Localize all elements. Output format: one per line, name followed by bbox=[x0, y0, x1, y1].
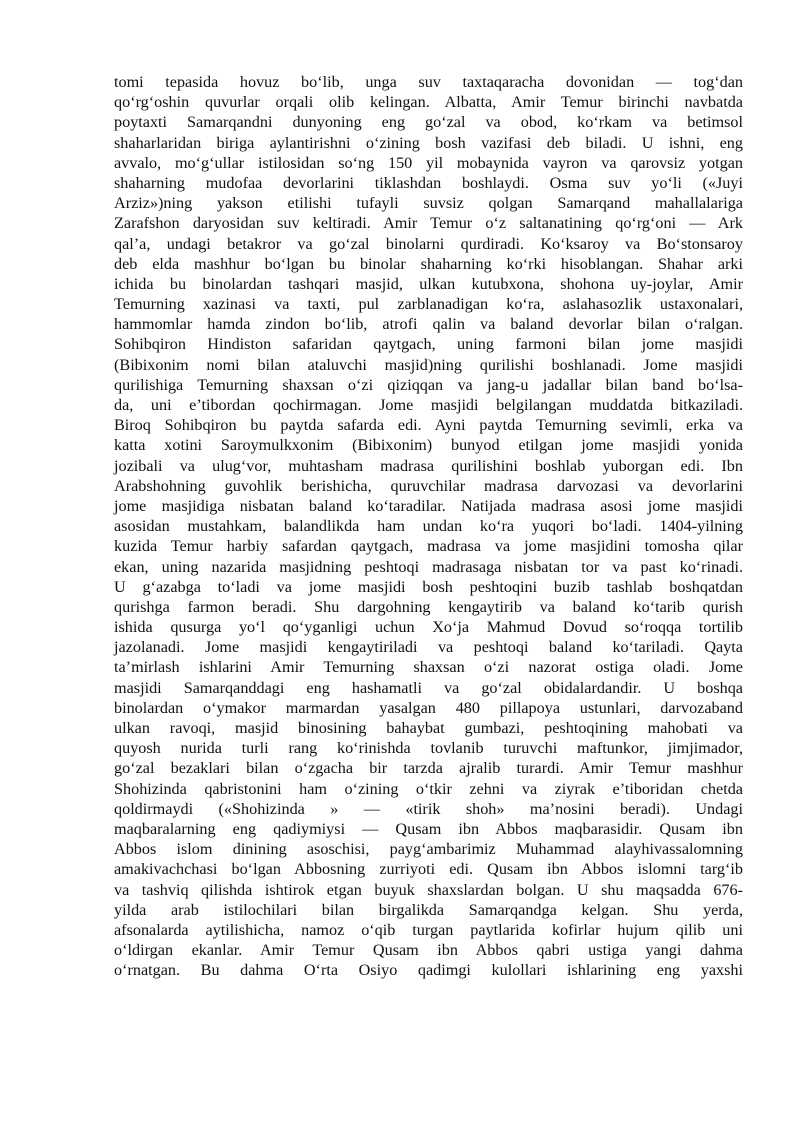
text-line: shaharning mudofaa devorlarini tiklashdan boshlaydi. Osma suv yo‘li («Juyi bbox=[114, 173, 743, 192]
text-line: avvalo, mo‘g‘ullar istilosidan so‘ng 150 yil mobaynida vayron va qarovsiz yotgan bbox=[114, 153, 743, 172]
text-line: poytaxti Samarqandni dunyoning eng go‘zal va obod, ko‘rkam va betimsol bbox=[114, 113, 743, 132]
text-line: ekan, uning nazarida masjidning peshtoqi madrasaga nisbatan tor va past ko‘rinadi. bbox=[114, 557, 743, 576]
text-line: deb elda mashhur bo‘lgan bu binolar shaharning ko‘rki hisoblangan. Shahar arki bbox=[114, 254, 743, 273]
text-line: qurishga farmon beradi. Shu dargohning kengaytirib va baland ko‘tarib qurish bbox=[114, 597, 743, 616]
text-line: da, uni e’tibordan qochirmagan. Jome masjidi belgilangan muddatda bitkaziladi. bbox=[114, 396, 743, 414]
text-line: tomi tepasida hovuz bo‘lib, unga suv taxtaqaracha dovonidan — tog‘dan bbox=[114, 73, 743, 91]
text-line: ulkan ravoqi, masjid binosining bahaybat gumbazi, peshtoqining mahobati va bbox=[114, 719, 743, 737]
text-line: jozibali va ulug‘vor, muhtasham madrasa qurilishini boshlab yuborgan edi. Ibn bbox=[114, 456, 743, 475]
text-line: Sohibqiron Hindiston safaridan qaytgach, uning farmoni bilan jome masjidi bbox=[114, 335, 743, 354]
text-line: amakivachchasi bo‘lgan Abbosning zurriyoti edi. Qusam ibn Abbos islomni targ‘ib bbox=[114, 860, 743, 879]
text-line: Zarafshon daryosidan suv keltiradi. Amir Temur o‘z saltanatining qo‘rg‘oni — Ark bbox=[114, 214, 743, 233]
text-line: quyosh nurida turli rang ko‘rinishda tovlanib turuvchi maftunkor, jimjimador, bbox=[114, 739, 743, 758]
text-line: Shohizinda qabristonini ham o‘zining o‘tkir zehni va ziyrak e’tiboridan chetda bbox=[114, 779, 743, 798]
text-line: asosidan mustahkam, balandlikda ham undan ko‘ra yuqori bo‘ladi. 1404-yilning bbox=[114, 517, 743, 536]
text-line: masjidi Samarqanddagi eng hashamatli va go‘zal obidalardandir. U boshqa bbox=[114, 678, 743, 697]
text-line: ichida bu binolardan tashqari masjid, ulkan kutubxona, shohona uy-joylar, Amir bbox=[114, 274, 743, 293]
document-page bbox=[114, 72, 743, 980]
text-line: ishida qusurga yo‘l qo‘yganligi uchun Xo‘ja Mahmud Dovud so‘roqqa tortilib bbox=[114, 618, 743, 637]
text-line: kuzida Temur harbiy safardan qaytgach, madrasa va jome masjidini tomosha qilar bbox=[114, 537, 743, 556]
text-line: va tashviq qilishda ishtirok etgan buyuk shaxslardan bolgan. U shu maqsadda 676- bbox=[114, 880, 743, 899]
text-line: maqbaralarning eng qadiymiysi — Qusam ibn Abbos maqbarasidir. Qusam ibn bbox=[114, 819, 743, 838]
text-line: ta’mirlash ishlarini Amir Temurning shaxsan o‘zi nazorat ostiga oladi. Jome bbox=[114, 658, 743, 677]
text-line: Temurning xazinasi va taxti, pul zarblanadigan ko‘ra, aslahasozlik ustaxonalari, bbox=[114, 295, 743, 314]
text-line: jome masjidiga nisbatan baland ko‘taradilar. Natijada madrasa asosi jome masjidi bbox=[114, 496, 743, 515]
text-line: Arabshohning guvohlik berishicha, quruvchilar madrasa darvozasi va devorlarini bbox=[114, 476, 743, 495]
text-line: Arziz»)ning yakson etilishi tufayli suvsiz qolgan Samarqand mahallalariga bbox=[114, 194, 743, 213]
text-line: Biroq Sohibqiron bu paytda safarda edi. Ayni paytda Temurning sevimli, erka va bbox=[114, 416, 743, 435]
text-line: shaharlaridan biriga aylantirishni o‘zining bosh vazifasi deb biladi. U ishni, eng bbox=[114, 133, 743, 152]
text-line: jazolanadi. Jome masjidi kengaytiriladi va peshtoqi baland ko‘tariladi. Qayta bbox=[114, 638, 743, 657]
text-line: yilda arab istilochilari bilan birgalikda Samarqandga kelgan. Shu yerda, bbox=[114, 900, 743, 919]
text-line: U g‘azabga to‘ladi va jome masjidi bosh peshtoqini buzib tashlab boshqatdan bbox=[114, 577, 743, 596]
text-line: qoldirmaydi («Shohizinda » — «tirik shoh» ma’nosini beradi). Undagi bbox=[114, 799, 743, 818]
text-line: Abbos islom dinining asoschisi, payg‘ambarimiz Muhammad alayhivassalomning bbox=[114, 840, 743, 859]
text-line: o‘rnatgan. Bu dahma O‘rta Osiyo qadimgi kulollari ishlarining eng yaxshi bbox=[114, 961, 743, 980]
text-line: hammomlar hamda zindon bo‘lib, atrofi qalin va baland devorlar bilan o‘ralgan. bbox=[114, 315, 743, 334]
body-paragraph bbox=[114, 72, 743, 980]
text-line: qal’a, undagi betakror va go‘zal binolarni qurdiradi. Ko‘ksaroy va Bo‘stonsaroy bbox=[114, 234, 743, 253]
text-line: binolardan o‘ymakor marmardan yasalgan 480 pillapoya ustunlari, darvozaband bbox=[114, 698, 743, 717]
text-line: (Bibixonim nomi bilan ataluvchi masjid)ning qurilishi boshlanadi. Jome masjidi bbox=[114, 355, 743, 374]
text-line: qo‘rg‘oshin quvurlar orqali olib kelingan. Albatta, Amir Temur birinchi navbatda bbox=[114, 93, 743, 112]
text-line: o‘ldirgan ekanlar. Amir Temur Qusam ibn Abbos qabri ustiga yangi dahma bbox=[114, 941, 743, 960]
text-line: afsonalarda aytilishicha, namoz o‘qib turgan paytlarida kofirlar hujum qilib uni bbox=[114, 920, 743, 939]
text-line: katta xotini Saroymulkxonim (Bibixonim) bunyod etilgan jome masjidi yonida bbox=[114, 436, 743, 455]
text-line: qurilishiga Temurning shaxsan o‘zi qiziqqan va jang-u jadallar bilan band bo‘lsa- bbox=[114, 375, 743, 394]
text-line: go‘zal bezaklari bilan o‘zgacha bir tarzda ajralib turardi. Amir Temur mashhur bbox=[114, 759, 743, 778]
